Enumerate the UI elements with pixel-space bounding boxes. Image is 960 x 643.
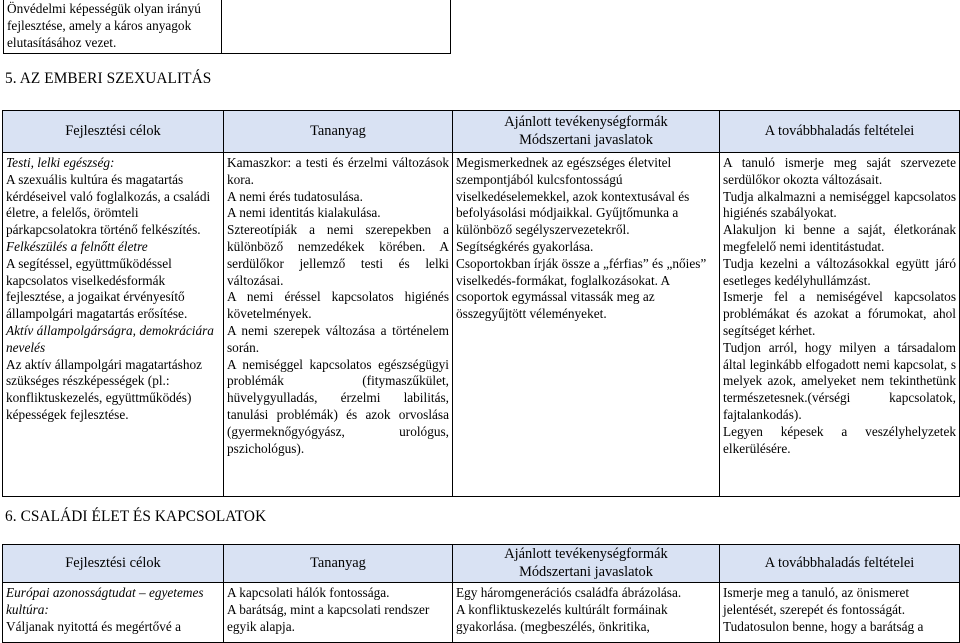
section-5-table <box>2 110 960 497</box>
curriculum-item: Sztereotípiák a nemi szerepekben a különböző nemzedékek körében. A serdülőkor jellemző testi és lelki változásai. <box>227 222 449 288</box>
header-col3-line2: Módszertani javaslatok <box>519 131 653 148</box>
curriculum-item: A barátság, mint a kapcsolati rendszer egyik alapja. <box>227 601 430 634</box>
condition-item: Ismerje meg a tanuló, az önismeret jelentését, szerepét és fontosságát. <box>723 585 910 617</box>
activity-item: Egy háromgenerációs családfa ábrázolása. <box>456 585 682 600</box>
curriculum-item: A kapcsolati hálók fontossága. <box>227 585 390 600</box>
activities-cell <box>453 153 720 497</box>
header-fejlesztesi-celok: Fejlesztési célok <box>3 545 224 583</box>
curriculum-cell <box>224 583 453 643</box>
goal-title-1: Európai azonosságtudat – egyetemes kultúra: <box>6 585 204 617</box>
activity-item: A konfliktuskezelés kultúrált formáinak gyakorlása. (megbeszélés, önkritika, <box>456 601 668 634</box>
curriculum-cell <box>224 153 453 497</box>
goal-title-2: Felkészülés a felnőtt életre <box>6 238 148 254</box>
header-col3-line1: Ajánlott tevékenységformák <box>504 546 668 563</box>
header-tananyag: Tananyag <box>224 111 453 153</box>
curriculum-item: A nemi szerepek változása a történelem során. <box>227 322 449 355</box>
activities-cell <box>453 583 720 643</box>
condition-item: Tudja alkalmazni a nemiséggel kapcsolatos higiénés szabályokat. <box>723 188 956 221</box>
section-6-table <box>2 544 960 643</box>
goal-title-3: Aktív állampolgárságra, demokráciára nevelés <box>6 322 214 355</box>
header-tananyag: Tananyag <box>224 545 453 583</box>
header-fejlesztesi-celok: Fejlesztési célok <box>3 111 224 153</box>
goals-cell <box>3 153 224 497</box>
header-col3-line1: Ajánlott tevékenységformák <box>504 114 668 131</box>
activity-item: Megismerkednek az egészséges életvitel szempontjából kulcsfontosságú viselkedéselemekkel, azok kontextusával és befolyásolási módjaikkal. Gyűjtőmunka a különböző segélyszervezetekről. <box>456 155 690 238</box>
header-ajanlott-tevekenysegformak <box>453 111 720 153</box>
condition-item: A tanuló ismerje meg saját szervezete serdülőkor okozta változásait. <box>723 155 956 187</box>
header-col3-line2: Módszertani javaslatok <box>519 563 653 580</box>
top-table-cell: Önvédelmi képességük olyan irányú fejlesztése, amely a káros anyagok elutasításához vezet. <box>4 0 222 54</box>
top-table <box>3 0 451 54</box>
goal-text-1: A szexuális kultúra és magatartás kérdéseivel való foglalkozás, a családi életre, a felelős, örömteli párkapcsolatokra történő felkészítés. <box>6 171 211 238</box>
condition-item: Tudatosulon benne, hogy a barátság a <box>723 618 924 634</box>
goal-title-1: Testi, lelki egészség: <box>6 155 115 170</box>
activity-item: Segítségkérés gyakorlása. <box>456 238 594 254</box>
curriculum-item: Kamaszkor: a testi és érzelmi változások kora. <box>227 155 449 187</box>
header-tovabbhaladas: A továbbhaladás feltételei <box>720 111 960 153</box>
progress-conditions-cell <box>720 583 960 643</box>
goals-cell <box>3 583 224 643</box>
top-table-empty-cell <box>222 0 451 54</box>
condition-item: Ismerje fel a nemiségével kapcsolatos problémákat és azokat a fórumokat, ahol segítséget kérhet. <box>723 289 956 338</box>
section-5-title: 5. AZ EMBERI SZEXUALITÁS <box>5 70 212 87</box>
condition-item: Tudja kezelni a változásokkal együtt járó esetleges kedélyhullámzást. <box>723 255 956 288</box>
curriculum-item: A nemi érés tudatosulása. <box>227 188 363 204</box>
condition-item: Alakuljon ki benne a saját, életkorának megfelelő nemi identitástudat. <box>723 222 956 254</box>
curriculum-item: A nemiséggel kapcsolatos egészségügyi problémák (fitymaszűkület, hüvelygyulladás, érzelmi labilitás, tanulási problémák) és azok orvoslása (gyermeknőgyógyász, urológus, pszichológus). <box>227 356 449 456</box>
condition-item: Tudjon arról, hogy milyen a társadalom által leginkább elfogadott nemi kapcsolat, s melyek azok, amelyeket nem tekinthetünk természetesnek.(vérségi kapcsolatok, fajtalankodás). <box>723 339 956 422</box>
activity-item: Csoportokban írják össze a „férfias” és „nőies” viselkedés-formákat, foglalkozásokat. A csoportok egymással vitassák meg az összegyűjtött véleményeket. <box>456 255 707 322</box>
progress-conditions-cell <box>720 153 960 497</box>
header-ajanlott-tevekenysegformak <box>453 545 720 583</box>
curriculum-item: A nemi éréssel kapcsolatos higiénés követelmények. <box>227 289 449 322</box>
curriculum-item: A nemi identitás kialakulása. <box>227 205 381 221</box>
goal-text-3: Az aktív állampolgári magatartáshoz szükséges részképességek (pl.: konfliktuskezelés, együttműködés) képességek fejlesztése. <box>6 356 203 422</box>
section-6-title: 6. CSALÁDI ÉLET ÉS KAPCSOLATOK <box>5 508 267 525</box>
goal-text-2: A segítéssel, együttműködéssel kapcsolatos viselkedésformák fejlesztése, a jogaikat érvényesítő állampolgári magatartás erősítése. <box>6 255 188 322</box>
goal-text-1: Váljanak nyitottá és megértővé a <box>6 618 182 634</box>
condition-item: Legyen képesek a veszélyhelyzetek elkerülésére. <box>723 423 956 456</box>
header-tovabbhaladas: A továbbhaladás feltételei <box>720 545 960 583</box>
